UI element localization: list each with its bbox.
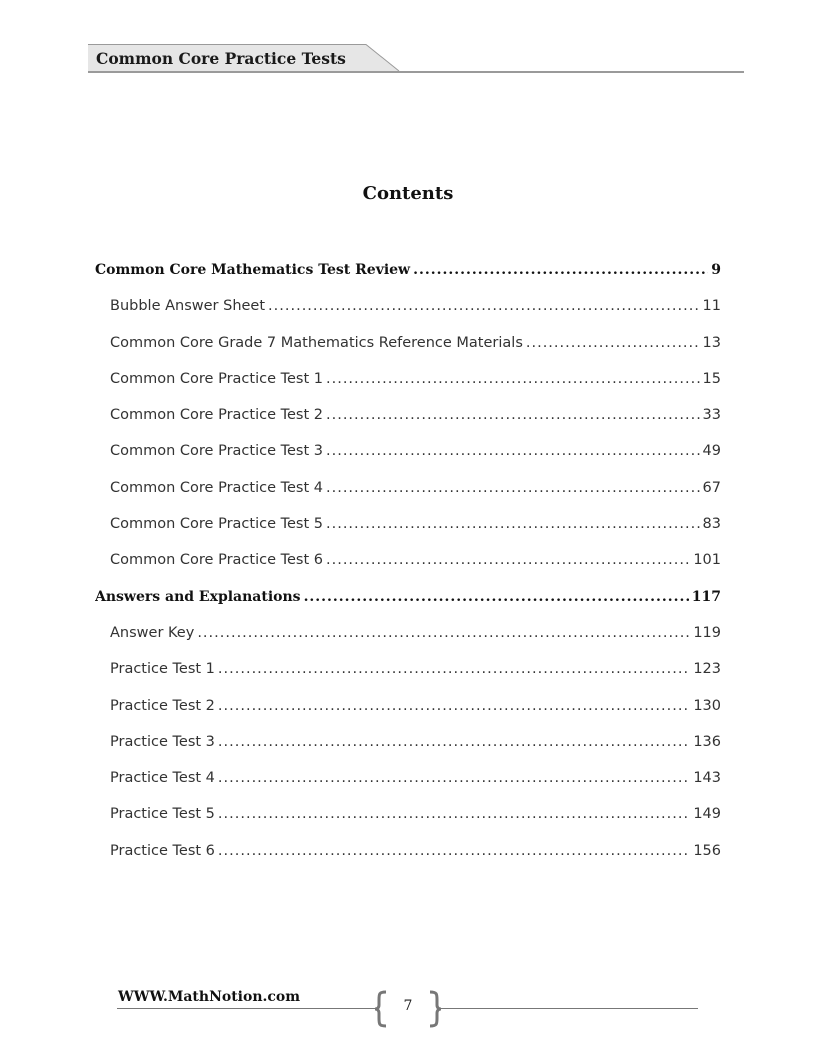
toc-entry-page: 130 bbox=[693, 697, 721, 714]
page-title: Contents bbox=[362, 183, 454, 204]
toc-entry-page: 149 bbox=[693, 806, 721, 823]
toc-entry[interactable] bbox=[95, 698, 721, 734]
table-of-contents bbox=[95, 262, 721, 879]
dot-leader bbox=[218, 770, 690, 786]
toc-entry-label: Common Core Practice Test 3 bbox=[110, 443, 323, 460]
toc-section-label: Common Core Mathematics Test Review bbox=[95, 262, 411, 278]
toc-entry[interactable] bbox=[95, 843, 721, 879]
toc-entry-page: 33 bbox=[702, 407, 721, 424]
footer-rule bbox=[438, 1008, 698, 1009]
header-rule bbox=[88, 71, 744, 73]
toc-section-label: Answers and Explanations bbox=[95, 588, 301, 605]
toc-entry-label: Common Core Practice Test 6 bbox=[110, 552, 323, 569]
toc-entry-label: Common Core Practice Test 2 bbox=[110, 407, 323, 424]
toc-entry-label: Practice Test 1 bbox=[110, 661, 215, 678]
toc-section-page: 9 bbox=[711, 262, 721, 278]
toc-entry[interactable] bbox=[95, 516, 721, 552]
dot-leader bbox=[304, 589, 689, 605]
toc-entry[interactable] bbox=[95, 298, 721, 334]
dot-leader bbox=[526, 335, 700, 351]
toc-entry-page: 143 bbox=[693, 770, 721, 787]
toc-entry-page: 15 bbox=[702, 370, 721, 387]
dot-leader bbox=[197, 625, 690, 641]
toc-entry-page: 11 bbox=[702, 298, 721, 315]
dot-leader bbox=[326, 371, 700, 387]
toc-entry-label: Common Core Grade 7 Mathematics Reference Materials bbox=[110, 334, 523, 351]
toc-entry-label: Answer Key bbox=[110, 624, 195, 641]
toc-entry[interactable] bbox=[95, 552, 721, 588]
toc-entry[interactable] bbox=[95, 625, 721, 661]
toc-entry-label: Practice Test 2 bbox=[110, 697, 215, 714]
toc-entry[interactable] bbox=[95, 770, 721, 806]
toc-entry-page: 123 bbox=[693, 661, 721, 678]
toc-entry-label: Common Core Practice Test 4 bbox=[110, 479, 323, 496]
toc-entry[interactable] bbox=[95, 371, 721, 407]
toc-entry-page: 13 bbox=[702, 334, 721, 351]
toc-entry-page: 136 bbox=[693, 733, 721, 750]
dot-leader bbox=[218, 843, 690, 859]
toc-entry[interactable] bbox=[95, 661, 721, 697]
toc-entry-page: 101 bbox=[693, 552, 721, 569]
toc-entry-page: 49 bbox=[702, 443, 721, 460]
page-number: 7 bbox=[403, 998, 413, 1014]
toc-entry-label: Practice Test 5 bbox=[110, 806, 215, 823]
dot-leader bbox=[218, 661, 690, 677]
toc-entry-page: 67 bbox=[702, 479, 721, 496]
toc-entry-page: 156 bbox=[693, 842, 721, 859]
toc-entry-label: Bubble Answer Sheet bbox=[110, 298, 266, 315]
toc-section-answers[interactable] bbox=[95, 589, 721, 625]
header-title: Common Core Practice Tests bbox=[96, 49, 346, 68]
toc-section-review[interactable] bbox=[95, 262, 721, 298]
toc-entry-label: Practice Test 6 bbox=[110, 842, 215, 859]
toc-entry[interactable] bbox=[95, 806, 721, 842]
dot-leader bbox=[326, 552, 690, 568]
dot-leader bbox=[326, 480, 700, 496]
toc-entry-label: Common Core Practice Test 5 bbox=[110, 516, 323, 533]
toc-entry[interactable] bbox=[95, 480, 721, 516]
dot-leader bbox=[326, 407, 700, 423]
toc-section-page: 117 bbox=[691, 588, 721, 605]
toc-entry[interactable] bbox=[95, 443, 721, 479]
dot-leader bbox=[326, 443, 700, 459]
toc-entry-label: Practice Test 3 bbox=[110, 733, 215, 750]
toc-entry[interactable] bbox=[95, 335, 721, 371]
toc-entry[interactable] bbox=[95, 407, 721, 443]
dot-leader bbox=[326, 516, 700, 532]
dot-leader bbox=[218, 806, 690, 822]
dot-leader bbox=[413, 262, 708, 278]
toc-entry-page: 83 bbox=[702, 516, 721, 533]
toc-entry[interactable] bbox=[95, 734, 721, 770]
running-header bbox=[88, 44, 744, 74]
dot-leader bbox=[268, 298, 700, 314]
toc-entry-page: 119 bbox=[693, 624, 721, 641]
dot-leader bbox=[218, 734, 690, 750]
toc-entry-label: Common Core Practice Test 1 bbox=[110, 370, 323, 387]
footer-rule bbox=[117, 1008, 379, 1009]
footer-website: WWW.MathNotion.com bbox=[118, 989, 301, 1005]
dot-leader bbox=[218, 698, 690, 714]
toc-entry-label: Practice Test 4 bbox=[110, 770, 215, 787]
